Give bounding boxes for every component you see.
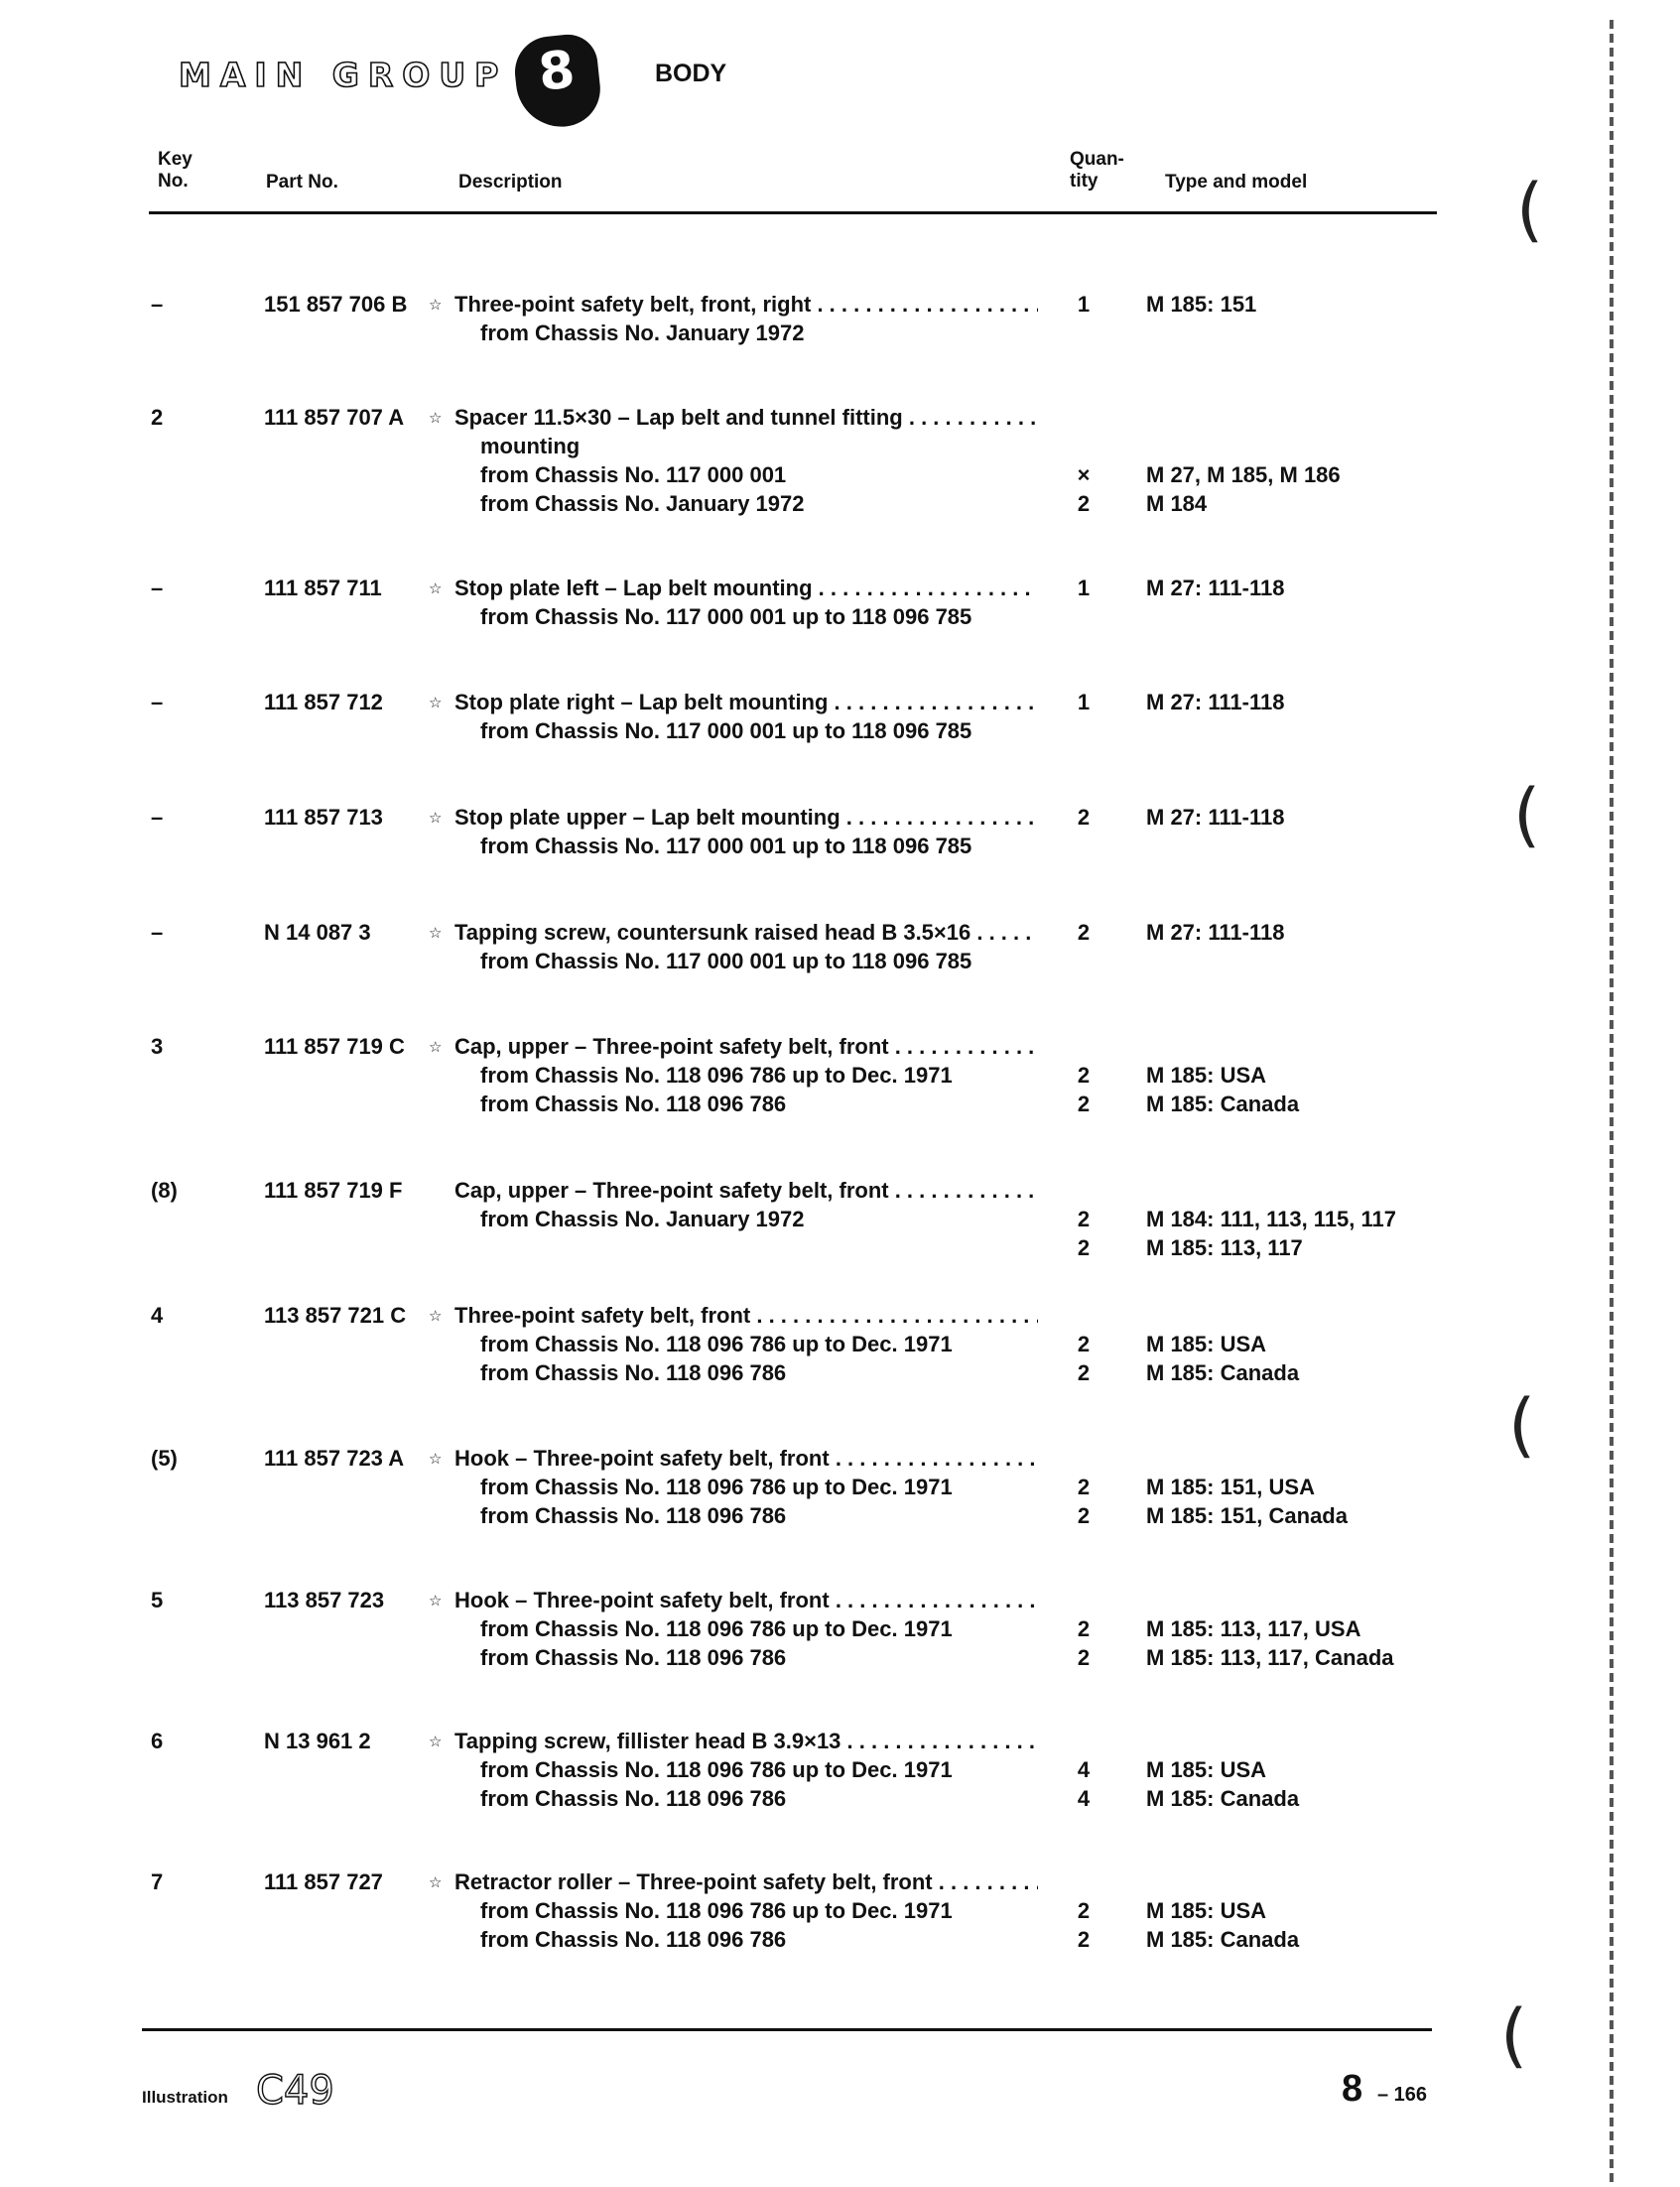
quantity-cell	[1072, 688, 1096, 745]
subline-quantity: 2	[1077, 1235, 1091, 1260]
part-number: 111 857 719 F	[264, 1178, 403, 1203]
part-number: 111 857 711	[264, 576, 382, 600]
type-model-cell	[1146, 1032, 1299, 1118]
description-subline: from Chassis No. 118 096 786	[480, 1786, 787, 1811]
subline-quantity	[1072, 832, 1096, 860]
subline-type-model: M 184: 111, 113, 115, 117	[1146, 1207, 1397, 1231]
binder-hole-icon: (	[1516, 169, 1544, 250]
subline-type-model	[1146, 947, 1284, 975]
description-cell	[454, 803, 1038, 860]
subline-type-model: M 185: 151, Canada	[1146, 1503, 1348, 1528]
quantity	[1072, 1867, 1096, 1896]
description-subline: from Chassis No. 117 000 001 up to 118 096 785	[480, 834, 972, 858]
illustration-label: Illustration	[142, 2088, 228, 2107]
new-item-star-icon: ☆	[429, 1308, 443, 1325]
description-text: Stop plate left – Lap belt mounting . . .	[454, 574, 1038, 602]
new-item-star-icon: ☆	[429, 1734, 443, 1750]
key-number: –	[151, 805, 164, 830]
subline-type-model: M 185: 113, 117	[1146, 1235, 1303, 1260]
description-cell	[454, 290, 1038, 347]
part-number: 111 857 707 A	[264, 405, 405, 430]
subline-type-model	[1146, 832, 1284, 860]
part-number: 111 857 719 C	[264, 1034, 405, 1059]
type-model: M 27: 111-118	[1146, 576, 1285, 600]
key-number: –	[151, 690, 164, 714]
subline-quantity: 2	[1077, 1645, 1091, 1670]
description-text: Three-point safety belt, front . . .	[454, 1301, 1038, 1330]
description-subline: from Chassis No. 118 096 786 up to Dec. 1971	[480, 1332, 953, 1356]
part-number: N 14 087 3	[264, 920, 371, 945]
description-subline: from Chassis No. 118 096 786 up to Dec. 1971	[480, 1063, 953, 1088]
subline-type-model: M 185: 113, 117, USA	[1146, 1616, 1361, 1641]
description-subline: from Chassis No. 118 096 786 up to Dec. 1971	[480, 1475, 953, 1499]
quantity-cell	[1072, 1727, 1096, 1813]
subline-type-model: M 184	[1146, 491, 1208, 516]
description-text: Spacer 11.5×30 – Lap belt and tunnel fitting . . .	[454, 403, 1038, 432]
key-number: 5	[151, 1588, 164, 1612]
quantity-cell	[1072, 1444, 1096, 1530]
description-cell	[454, 574, 1038, 631]
part-number: 113 857 723	[264, 1588, 385, 1612]
page-header	[179, 40, 1469, 139]
key-number: –	[151, 292, 164, 317]
description-cell	[454, 1727, 1038, 1813]
part-number: 111 857 727	[264, 1869, 383, 1894]
quantity-cell	[1072, 1301, 1096, 1387]
subline-quantity: 2	[1077, 1063, 1091, 1088]
description-text: Hook – Three-point safety belt, front . . .	[454, 1444, 1038, 1473]
type-model-cell	[1146, 1176, 1396, 1262]
type-model: M 27: 111-118	[1146, 920, 1285, 945]
key-number: 7	[151, 1869, 164, 1894]
key-number: 6	[151, 1729, 164, 1753]
subline-type-model: M 185: USA	[1146, 1063, 1267, 1088]
description-text: Hook – Three-point safety belt, front . . .	[454, 1586, 1038, 1614]
quantity	[1072, 1586, 1096, 1614]
description-text: Cap, upper – Three-point safety belt, front . . .	[454, 1176, 1038, 1205]
description-subline: from Chassis No. 118 096 786 up to Dec. 1971	[480, 1757, 953, 1782]
description-text: Stop plate right – Lap belt mounting . . .	[454, 688, 1038, 716]
subline-quantity: 2	[1077, 1616, 1091, 1641]
subline-type-model	[1146, 602, 1284, 631]
description-subline: from Chassis No. 118 096 786	[480, 1360, 787, 1385]
subline-quantity: 2	[1077, 1503, 1091, 1528]
subline-type-model	[1146, 716, 1284, 745]
binder-hole-icon: (	[1513, 774, 1541, 855]
description-subline: from Chassis No. 118 096 786	[480, 1503, 787, 1528]
quantity	[1072, 1301, 1096, 1330]
subline-type-model: M 185: 151, USA	[1146, 1475, 1315, 1499]
page-number-minor: – 166	[1377, 2084, 1428, 2106]
subline-type-model: M 185: USA	[1146, 1898, 1267, 1923]
part-number: 111 857 723 A	[264, 1446, 405, 1471]
type-model-cell	[1146, 918, 1284, 975]
key-number: 4	[151, 1303, 164, 1328]
description-text: Retractor roller – Three-point safety belt, front . . .	[454, 1867, 1038, 1896]
column-header-part: Part No.	[266, 172, 338, 193]
description-cell	[454, 918, 1038, 975]
description-subline: from Chassis No. January 1972	[480, 321, 805, 345]
type-model-cell	[1146, 1727, 1299, 1813]
new-item-star-icon: ☆	[429, 695, 443, 711]
new-item-star-icon: ☆	[429, 1874, 443, 1891]
subline-quantity	[1072, 716, 1096, 745]
description-cell	[454, 688, 1038, 745]
type-model: M 27: 111-118	[1146, 805, 1285, 830]
column-header-quantity	[1070, 149, 1124, 193]
type-model	[1146, 1176, 1396, 1205]
description-text: Tapping screw, fillister head B 3.9×13 . . .	[454, 1727, 1038, 1755]
description-text: Cap, upper – Three-point safety belt, front . . .	[454, 1032, 1038, 1061]
type-model-cell	[1146, 574, 1284, 631]
quantity-cell	[1072, 918, 1096, 975]
subline-type-model	[1146, 432, 1341, 460]
description-text: Stop plate upper – Lap belt mounting . . .	[454, 803, 1038, 832]
part-number: 111 857 713	[264, 805, 383, 830]
subline-quantity: 2	[1077, 1092, 1091, 1116]
quantity	[1072, 1176, 1096, 1205]
subline-quantity: 2	[1077, 1475, 1091, 1499]
subline-quantity: 4	[1077, 1786, 1091, 1811]
subline-type-model: M 185: USA	[1146, 1332, 1267, 1356]
subline-quantity	[1072, 947, 1096, 975]
description-cell	[454, 1444, 1038, 1530]
new-item-star-icon: ☆	[429, 580, 443, 597]
quantity: 1	[1077, 292, 1091, 317]
quantity: 2	[1077, 805, 1091, 830]
subline-type-model: M 27, M 185, M 186	[1146, 462, 1341, 487]
illustration-reference: C49	[256, 2068, 334, 2114]
new-item-star-icon: ☆	[429, 925, 443, 942]
subline-quantity: ×	[1077, 462, 1091, 487]
description-subline: from Chassis No. 118 096 786	[480, 1927, 787, 1952]
column-header-quantity-line2: tity	[1070, 170, 1098, 192]
key-number: 2	[151, 405, 164, 430]
column-header-description: Description	[458, 172, 563, 193]
quantity: 1	[1077, 690, 1091, 714]
description-subline: from Chassis No. 118 096 786	[480, 1092, 787, 1116]
subline-quantity: 2	[1077, 1360, 1091, 1385]
description-subline: from Chassis No. 117 000 001 up to 118 096 785	[480, 604, 972, 629]
type-model	[1146, 1586, 1394, 1614]
subline-type-model: M 185: USA	[1146, 1757, 1267, 1782]
part-number: 111 857 712	[264, 690, 383, 714]
subline-type-model	[1146, 319, 1256, 347]
new-item-star-icon: ☆	[429, 1593, 443, 1609]
page-number-major: 8	[1342, 2068, 1363, 2110]
column-header-quantity-line1: Quan-	[1070, 149, 1124, 170]
description-subline: from Chassis No. 117 000 001	[480, 462, 787, 487]
quantity-cell	[1072, 403, 1096, 518]
type-model-cell	[1146, 1586, 1394, 1672]
type-model-cell	[1146, 290, 1256, 347]
description-subline: from Chassis No. 118 096 786 up to Dec. 1971	[480, 1898, 953, 1923]
binder-hole-icon: (	[1508, 1384, 1536, 1466]
column-header-key	[158, 149, 193, 193]
subline-quantity	[1072, 319, 1096, 347]
type-model-cell	[1146, 803, 1284, 860]
quantity: 2	[1077, 920, 1091, 945]
type-model	[1146, 1301, 1299, 1330]
quantity	[1072, 1727, 1096, 1755]
type-model-cell	[1146, 403, 1341, 518]
quantity-cell	[1072, 1867, 1096, 1954]
quantity-cell	[1072, 290, 1096, 347]
description-text: Tapping screw, countersunk raised head B 3.5×16 . . .	[454, 918, 1038, 947]
subline-quantity	[1072, 602, 1096, 631]
description-text: Three-point safety belt, front, right . . .	[454, 290, 1038, 319]
subline-quantity: 4	[1077, 1757, 1091, 1782]
new-item-star-icon: ☆	[429, 1451, 443, 1468]
description-subline	[454, 1233, 1038, 1262]
header-rule	[149, 211, 1437, 214]
group-number: 8	[535, 40, 579, 103]
quantity	[1072, 1032, 1096, 1061]
description-subline: from Chassis No. January 1972	[480, 1207, 805, 1231]
group-number-badge	[511, 32, 603, 131]
quantity-cell	[1072, 803, 1096, 860]
type-model	[1146, 1867, 1299, 1896]
type-model	[1146, 1444, 1348, 1473]
subline-type-model: M 185: Canada	[1146, 1786, 1300, 1811]
description-cell	[454, 1301, 1038, 1387]
key-number: –	[151, 920, 164, 945]
binder-edge	[1610, 20, 1614, 2187]
column-header-key-line2: No.	[158, 170, 189, 192]
quantity: 1	[1077, 576, 1091, 600]
section-title: BODY	[655, 60, 727, 87]
type-model	[1146, 1032, 1299, 1061]
type-model-cell	[1146, 688, 1284, 745]
subline-quantity	[1072, 432, 1096, 460]
description-cell	[454, 1176, 1038, 1262]
quantity-cell	[1072, 574, 1096, 631]
quantity	[1072, 1444, 1096, 1473]
key-number: (5)	[151, 1446, 178, 1471]
new-item-star-icon: ☆	[429, 297, 443, 314]
new-item-star-icon: ☆	[429, 810, 443, 827]
type-model-cell	[1146, 1867, 1299, 1954]
type-model-cell	[1146, 1444, 1348, 1530]
description-cell	[454, 1867, 1038, 1954]
part-number: 113 857 721 C	[264, 1303, 407, 1328]
description-subline: from Chassis No. 117 000 001 up to 118 096 785	[480, 718, 972, 743]
description-subline: from Chassis No. 118 096 786	[480, 1645, 787, 1670]
description-subline: from Chassis No. 118 096 786 up to Dec. 1971	[480, 1616, 953, 1641]
footer-rule	[142, 2028, 1432, 2031]
subline-type-model: M 185: Canada	[1146, 1360, 1300, 1385]
type-model: M 185: 151	[1146, 292, 1257, 317]
description-subline: from Chassis No. 117 000 001 up to 118 096 785	[480, 949, 972, 973]
key-number: 3	[151, 1034, 164, 1059]
binder-hole-icon: (	[1500, 1994, 1528, 2076]
type-model-cell	[1146, 1301, 1299, 1387]
description-cell	[454, 403, 1038, 518]
column-header-type-model: Type and model	[1165, 172, 1308, 193]
key-number: (8)	[151, 1178, 178, 1203]
part-number: N 13 961 2	[264, 1729, 371, 1753]
new-item-star-icon: ☆	[429, 1039, 443, 1056]
key-number: –	[151, 576, 164, 600]
description-subline: mounting	[480, 434, 581, 458]
subline-quantity: 2	[1077, 1332, 1091, 1356]
type-model: M 27: 111-118	[1146, 690, 1285, 714]
column-header-key-line1: Key	[158, 149, 193, 170]
subline-type-model: M 185: 113, 117, Canada	[1146, 1645, 1394, 1670]
subline-type-model: M 185: Canada	[1146, 1092, 1300, 1116]
subline-quantity: 2	[1077, 491, 1091, 516]
description-cell	[454, 1032, 1038, 1118]
main-group-label: MAIN GROUP	[179, 56, 508, 94]
subline-quantity: 2	[1077, 1207, 1091, 1231]
quantity-cell	[1072, 1032, 1096, 1118]
description-cell	[454, 1586, 1038, 1672]
type-model	[1146, 403, 1341, 432]
subline-quantity: 2	[1077, 1927, 1091, 1952]
quantity-cell	[1072, 1176, 1096, 1262]
description-subline: from Chassis No. January 1972	[480, 491, 805, 516]
subline-quantity: 2	[1077, 1898, 1091, 1923]
subline-type-model: M 185: Canada	[1146, 1927, 1300, 1952]
type-model	[1146, 1727, 1299, 1755]
quantity	[1072, 403, 1096, 432]
new-item-star-icon: ☆	[429, 410, 443, 427]
quantity-cell	[1072, 1586, 1096, 1672]
part-number: 151 857 706 B	[264, 292, 408, 317]
